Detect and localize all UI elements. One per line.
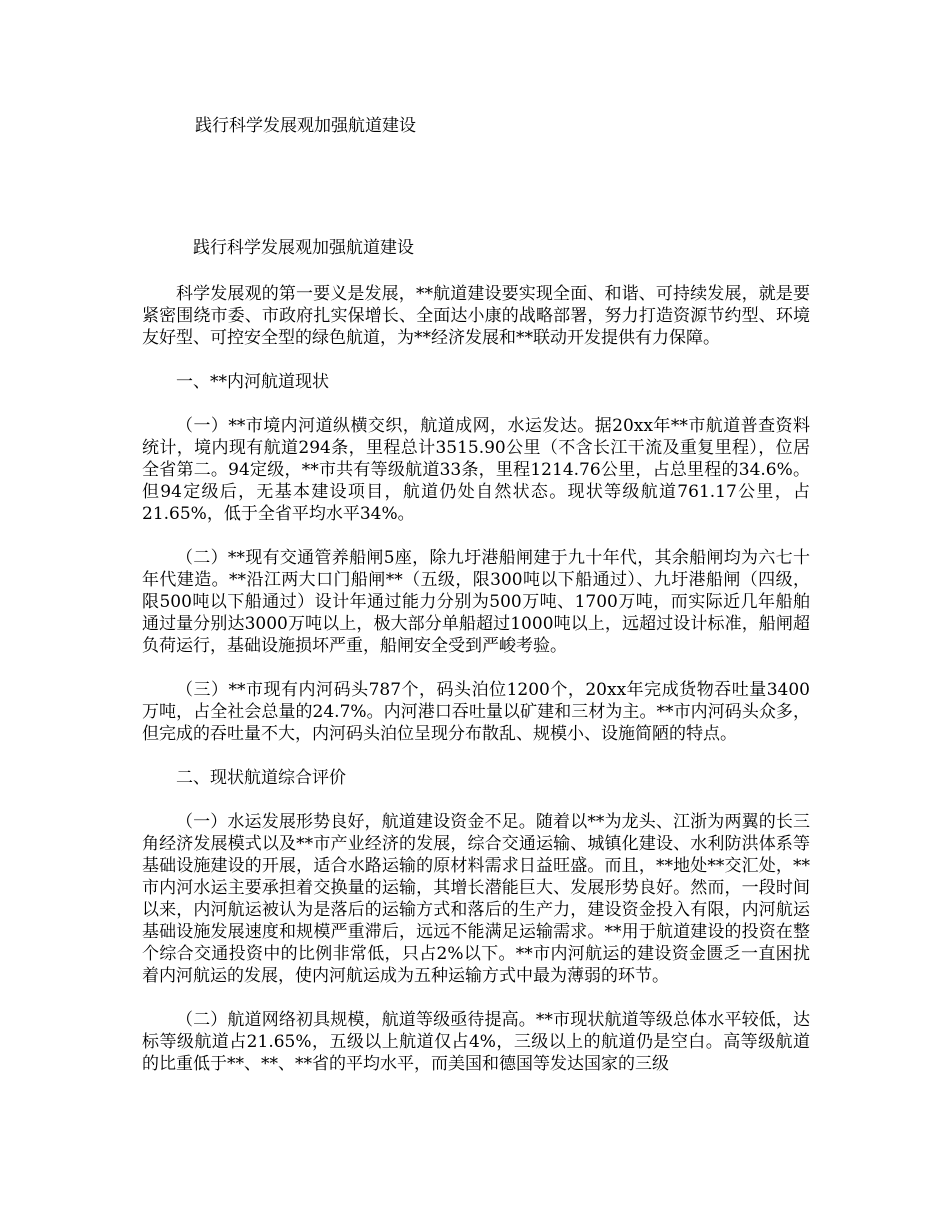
section-heading-2: 二、现状航道综合评价 [176,768,346,788]
body-paragraph: （二）**现有交通管养船闸5座，除九圩港船闸建于九十年代，其余船闸均为六七十年代建造。**沿江两大口门船闸**（五级，限300吨以下船通过）、九圩港船闸（四级，限500吨以下船通过）设计年通过能力分别为500万吨、1700万吨，而实际近几年船舶通过量分别达3000万吨以上，极大部分单船超过1000吨以上，远超过设计标准，船闸超负荷运行，基础设施损坏严重，船闸安全受到严峻考验。 [142,548,810,656]
document-body [142,237,810,1097]
page-title: 践行科学发展观加强航道建设 [195,116,416,136]
document-subtitle: 践行科学发展观加强航道建设 [193,238,414,258]
body-paragraph: （一）**市境内河道纵横交织，航道成网，水运发达。据20xx年**市航道普查资料统计，境内现有航道294条，里程总计3515.90公里（不含长江干流及重复里程），位居全省第二。94定级，**市共有等级航道33条，里程1214.76公里，占总里程的34.6%。但94定级后，无基本建设项目，航道仍处自然状态。现状等级航道761.17公里，占21.65%，低于全省平均水平34%。 [142,416,810,524]
section-heading-1: 一、**内河航道现状 [176,372,329,392]
body-paragraph: （三）**市现有内河码头787个，码头泊位1200个，20xx年完成货物吞吐量3400万吨，占全社会总量的24.7%。内河港口吞吐量以矿建和三材为主。**市内河码头众多，但完成的吞吐量不大，内河码头泊位呈现分布散乱、规模小、设施简陋的特点。 [142,680,810,744]
body-paragraph: （一）水运发展形势良好，航道建设资金不足。随着以**为龙头、江浙为两翼的长三角经济发展模式以及**市产业经济的发展，综合交通运输、城镇化建设、水利防洪体系等基础设施建设的开展，适合水路运输的原材料需求日益旺盛。而且，**地处**交汇处，**市内河水运主要承担着交换量的运输，其增长潜能巨大、发展形势良好。然而，一段时间以来，内河航运被认为是落后的运输方式和落后的生产力，建设资金投入有限，内河航运基础设施发展速度和规模严重滞后，远远不能满足运输需求。**用于航道建设的投资在整个综合交通投资中的比例非常低，只占2%以下。**市内河航运的建设资金匮乏一直困扰着内河航运的发展，使内河航运成为五种运输方式中最为薄弱的环节。 [142,812,810,986]
intro-paragraph: 科学发展观的第一要义是发展，**航道建设要实现全面、和谐、可持续发展，就是要紧密围绕市委、市政府扎实保增长、全面达小康的战略部署，努力打造资源节约型、环境友好型、可控安全型的绿色航道，为**经济发展和**联动开发提供有力保障。 [142,284,810,348]
body-paragraph: （二）航道网络初具规模，航道等级亟待提高。**市现状航道等级总体水平较低，达标等级航道占21.65%，五级以上航道仅占4%，三级以上的航道仍是空白。高等级航道的比重低于**、**、**省的平均水平，而美国和德国等发达国家的三级 [142,1010,810,1074]
